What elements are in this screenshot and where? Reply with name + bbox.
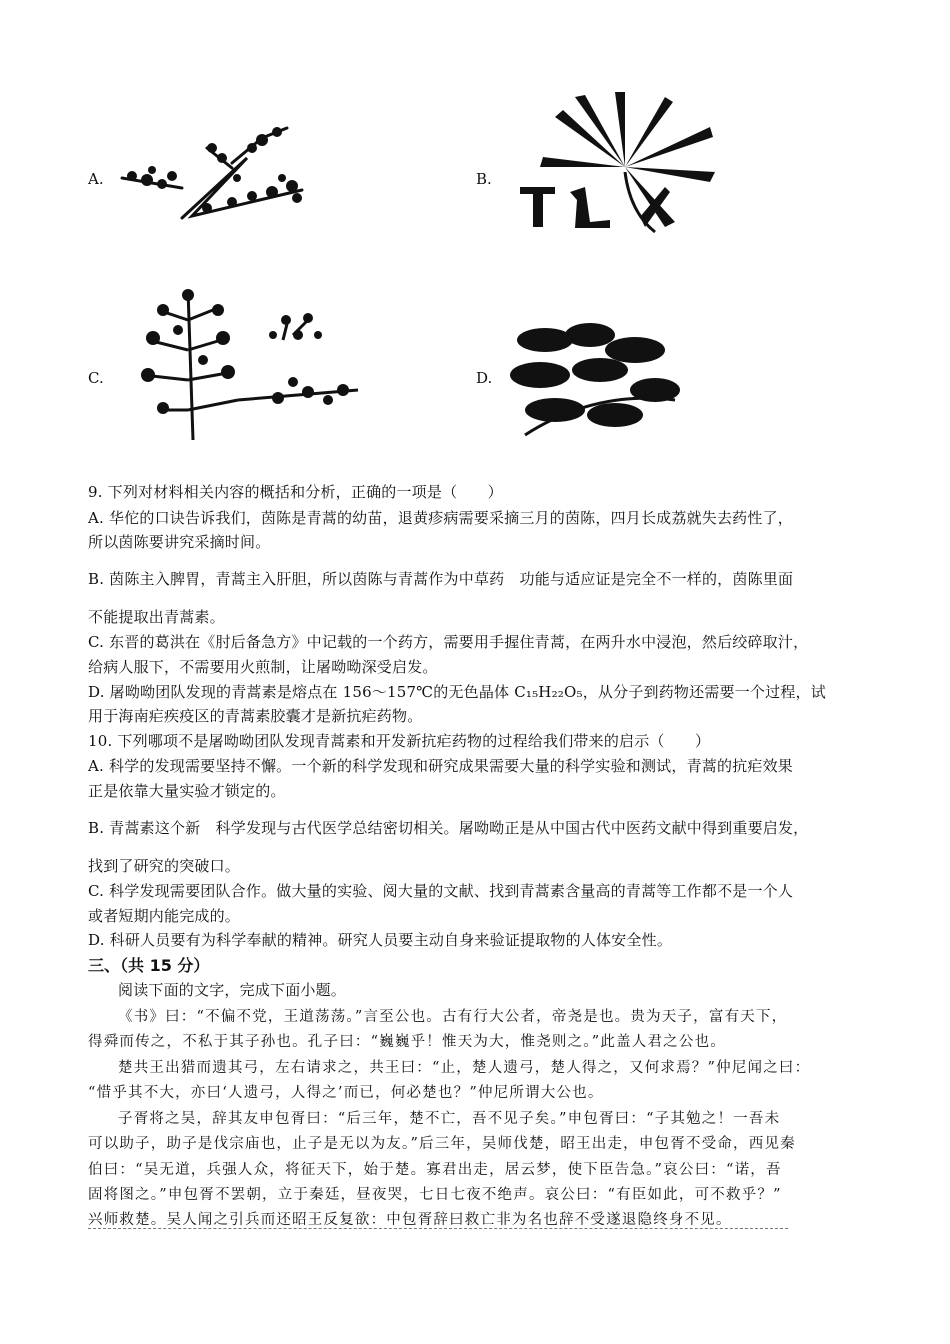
option-b-label: B. bbox=[476, 170, 492, 188]
section-heading: 三、（共 15 分） bbox=[88, 956, 210, 975]
option-a-label: A. bbox=[88, 170, 104, 188]
q10-option-d-line1: D. 科研人员要有为科学奉献的精神。研究人员要主动自身来验证提取物的人体安全性。 bbox=[88, 931, 673, 949]
q10-stem: 10. 下列哪项不是屠呦呦团队发现青蒿素和开发新抗疟药物的过程给我们带来的启示（ ） bbox=[88, 732, 711, 750]
q9-stem: 9. 下列对材料相关内容的概括和分析，正确的一项是（ ） bbox=[88, 483, 503, 501]
q9-option-c-line2: 给病人服下，不需要用火煎制，让屠呦呦深受启发。 bbox=[88, 658, 438, 676]
passage-p3-line3: 伯曰：“吴无道，兵强人众，将征天下，始于楚。寡君出走，居云梦，使下臣告急。”哀公曰：“诺，吾 bbox=[88, 1162, 782, 1178]
passage-p3-line5: 兴师救楚。吴人闻之引兵而还昭王反复欲：中包胥辞曰救亡非为名也辞不受遂退隐终身不见。 bbox=[88, 1212, 732, 1228]
q10-option-c-line2: 或者短期内能完成的。 bbox=[88, 907, 241, 925]
q10-option-b-line2: 找到了研究的突破口。 bbox=[88, 857, 241, 875]
passage-p3-line4: 固将图之。”申包胥不罢朝，立于秦廷，昼夜哭，七日七夜不绝声。哀公曰：“有臣如此，可不救乎？” bbox=[88, 1187, 782, 1203]
passage-p1-line2: 得舜而传之，不私于其子孙也。孔子曰：“巍巍乎！惟天为大，惟尧则之。”此盖人君之公也。 bbox=[88, 1034, 726, 1050]
passage-p2-line1: 楚共王出猎而遗其弓，左右请求之，共王曰：“止，楚人遗弓，楚人得之，又何求焉？”仲尼闻之曰： bbox=[118, 1060, 811, 1076]
q10-option-c-line1: C. 科学发现需要团队合作。做大量的实验、阅大量的文献、找到青蒿素含量高的青蒿等工作都不是一个人 bbox=[88, 882, 794, 900]
q9-option-a-line1: A. 华佗的口诀告诉我们，茵陈是青蒿的幼苗，退黄疹病需要采摘三月的茵陈，四月长成荔就失去药性了， bbox=[88, 509, 793, 527]
plant-c-illustration bbox=[118, 280, 368, 450]
q9-option-b-line2: 不能提取出青蒿素。 bbox=[88, 608, 225, 626]
plant-b-illustration bbox=[515, 92, 725, 242]
q9-option-d-line1: D. 屠呦呦团队发现的青蒿素是熔点在 156～157℃的无色晶体 C₁₅H₂₂O₅，从分子到药物还需要一个过程，试 bbox=[88, 683, 826, 701]
q9-option-b-line1: B. 茵陈主入脾胃，青蒿主入肝胆，所以茵陈与青蒿作为中草药 功能与适应证是完全不一样的，茵陈里面 bbox=[88, 570, 794, 588]
plant-a-illustration bbox=[112, 118, 322, 228]
passage-p3-line2: 可以助子，助子是伐宗庙也，止子是无以为友。”后三年，吴师伐楚，昭王出走，申包胥不受命，西见秦 bbox=[88, 1136, 796, 1152]
passage-p3-line1: 子胥将之吴，辞其友申包胥曰：“后三年，楚不亡，吾不见子矣。”申包胥曰：“子其勉之！一吾未 bbox=[118, 1111, 781, 1127]
q10-option-b-line1: B. 青蒿素这个新 科学发现与古代医学总结密切相关。屠呦呦正是从中国古代中医药文献中得到重要启发， bbox=[88, 819, 809, 837]
q9-option-a-line2: 所以茵陈要讲究采摘时间。 bbox=[88, 533, 271, 551]
passage-p2-line2: “惜乎其不大，亦曰‘人遗弓，人得之’而已，何必楚也？”仲尼所谓大公也。 bbox=[88, 1085, 604, 1101]
option-d-label: D. bbox=[476, 369, 493, 387]
passage-p1-line1: 《书》曰：“不偏不党，王道荡荡。”言至公也。古有行大公者，帝尧是也。贵为天子，富有天下， bbox=[118, 1009, 788, 1025]
q10-option-a-line1: A. 科学的发现需要坚持不懈。一个新的科学发现和研究成果需要大量的科学实验和测试，青蒿的抗疟效果 bbox=[88, 757, 793, 775]
q9-option-d-line2: 用于海南疟疾疫区的青蒿素胶囊才是新抗疟药物。 bbox=[88, 707, 423, 725]
q9-option-c-line1: C. 东晋的葛洪在《肘后备急方》中记载的一个药方，需要用手握住青蒿，在两升水中浸泡，然后绞碎取汁， bbox=[88, 633, 809, 651]
q10-option-a-line2: 正是依靠大量实验才锁定的。 bbox=[88, 782, 286, 800]
option-c-label: C. bbox=[88, 369, 104, 387]
section-instruction: 阅读下面的文字，完成下面小题。 bbox=[118, 981, 347, 999]
plant-d-illustration bbox=[505, 320, 685, 440]
underline-rule bbox=[88, 1228, 788, 1229]
